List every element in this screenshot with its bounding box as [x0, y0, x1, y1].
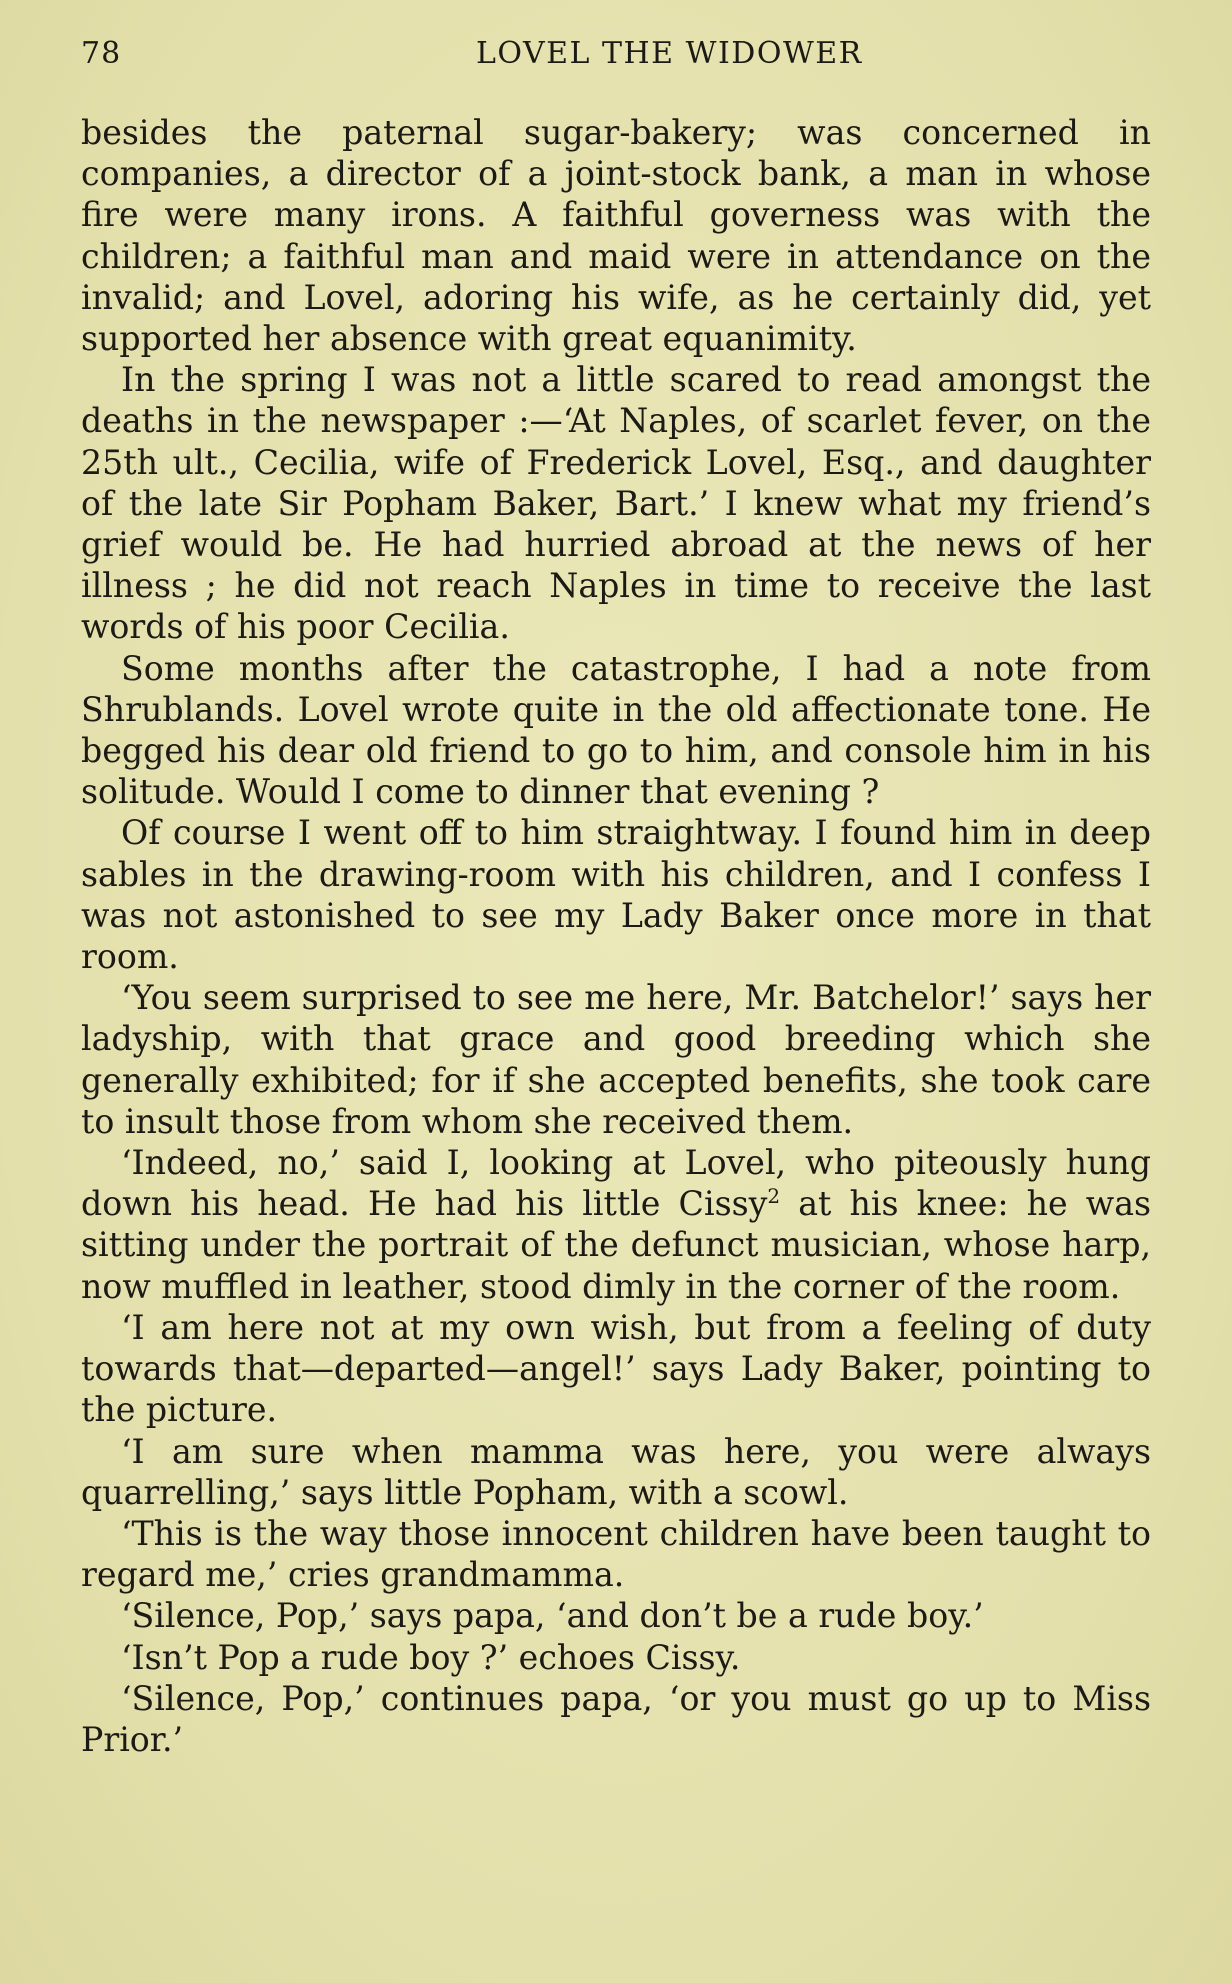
paragraph-lady-baker-greeting: ‘You seem surprised to see me here, Mr. Batchelor!’ says her ladyship, with that grace and good breeding which she generally exhibited; for if she accepted benefits, she took care to insult those from whom she received them. [81, 978, 1151, 1141]
running-title: LOVEL THE WIDOWER [476, 36, 863, 71]
footnote-marker: 2 [767, 1184, 781, 1209]
paragraph-miss-prior: ‘Silence, Pop,’ continues papa, ‘or you must go up to Miss Prior.’ [81, 1678, 1151, 1759]
paragraph-note-from-shrublands: Some months after the catastrophe, I had a note from Shrublands. Lovel wrote quite in the old affectionate tone. He begged his dear old friend to go to him, and console him in his solitude. Would I come to dinner that evening ? [81, 648, 1151, 812]
page-header [81, 36, 1151, 80]
paragraph-continued: besides the paternal sugar-bakery; was concerned in companies, a director of a joint-stock bank, a man in whose fire were many irons. A faithful governess was with the children; a faithful man and maid were in attendance on the invalid; and Lovel, adoring his wife, as he certainly did, yet supported her absence with great equanimity. [81, 113, 1151, 359]
paragraph-cissy-at-knee [81, 1142, 1151, 1307]
paragraph-text-after-note: at his knee: he was sitting under the portrait of the defunct musician, whose harp, now muffled in leather, stood dimly in the corner of the room. [81, 1184, 1152, 1306]
paragraph-text-before-note: ‘Indeed, no,’ said I, looking at Lovel, who piteously hung down his head. He had his little Cissy [81, 1143, 1151, 1224]
paragraph-went-to-him: Of course I went off to him straightway. I found him in deep sables in the drawing-room with his children, and I confess I was not astonished to see my Lady Baker once more in that room. [81, 813, 1151, 977]
paragraph-popham-scowl: ‘I am sure when mamma was here, you were always quarrelling,’ says little Popham, with a scowl. [81, 1431, 1151, 1512]
page-number: 78 [81, 36, 122, 71]
paragraph-cissy-echoes: ‘Isn’t Pop a rude boy ?’ echoes Cissy. [121, 1637, 741, 1677]
paragraph-grandmamma-cries: ‘This is the way those innocent children have been taught to regard me,’ cries grandmamma. [81, 1513, 1151, 1595]
paragraph-silence-pop: ‘Silence, Pop,’ says papa, ‘and don’t be a rude boy.’ [121, 1596, 984, 1636]
paragraph-departed-angel: ‘I am here not at my own wish, but from a feeling of duty towards that—departed—angel!’ says Lady Baker, pointing to the picture. [81, 1307, 1151, 1430]
body-text [81, 112, 1151, 1760]
paragraph-naples-death: In the spring I was not a little scared to read amongst the deaths in the newspaper :—‘At Naples, of scarlet fever, on the 25th ult., Cecilia, wife of Frederick Lovel, Esq., and daughter of the late Sir Popham Baker, Bart.’ I knew what my friend’s grief would be. He had hurried abroad at the news of her illness ; he did not reach Naples in time to receive the last words of his poor Cecilia. [81, 360, 1151, 647]
